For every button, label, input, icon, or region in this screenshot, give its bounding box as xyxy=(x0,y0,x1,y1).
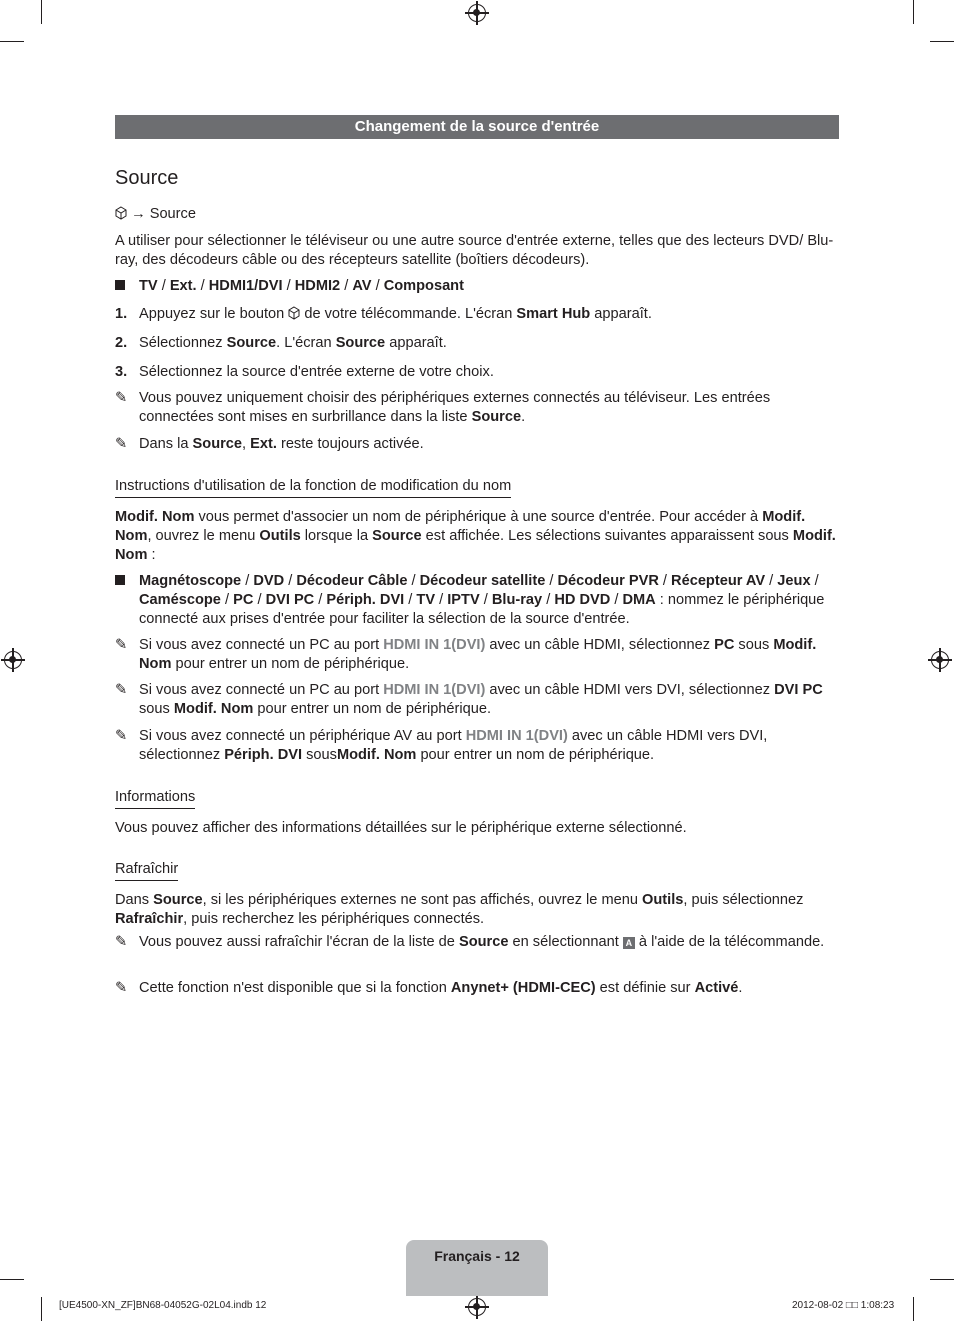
note-icon: ✎ xyxy=(115,637,128,653)
text-run: / xyxy=(435,592,448,608)
text-run: Si vous avez connecté un périphérique AV au port xyxy=(139,728,466,744)
step-number: 1. xyxy=(115,306,128,322)
text-run: / xyxy=(610,592,623,608)
menu-path-text: → Source xyxy=(131,206,196,222)
bold-term: Anynet+ (HDMI-CEC) xyxy=(450,980,596,996)
bold-term: Modif. Nom xyxy=(336,747,417,763)
crop-mark xyxy=(913,0,914,24)
bold-term: Modif. Nom xyxy=(115,528,836,563)
smart-hub-button-icon xyxy=(288,306,300,320)
note-icon: ✎ xyxy=(115,682,128,698)
text-run: / xyxy=(284,573,297,589)
text-run: Si vous avez connecté un PC au port xyxy=(139,682,384,698)
text-run: / xyxy=(810,573,819,589)
bold-term: Caméscope xyxy=(139,592,221,608)
text-run: pour entrer un nom de périphérique. xyxy=(171,656,410,672)
text-run: avec un câble HDMI vers DVI, sélectionnez xyxy=(485,682,775,698)
page-number-tab xyxy=(406,1240,548,1296)
note-icon: ✎ xyxy=(115,436,128,452)
text-run: / xyxy=(545,573,558,589)
bold-term: DVD xyxy=(253,573,285,589)
text-run: est affichée. Les sélections suivantes apparaissent sous xyxy=(421,528,793,544)
text-run: . xyxy=(738,980,743,996)
text-run: Vous pouvez uniquement choisir des périphériques externes connectés au téléviseur. Les entrées connectées sont mises en surbrillance dans la liste xyxy=(139,390,771,425)
text-run: Si vous avez connecté un PC au port xyxy=(139,637,384,653)
note-text xyxy=(139,681,839,719)
bold-term: PC xyxy=(233,592,254,608)
note-text xyxy=(139,727,839,765)
bold-term: Périph. DVI xyxy=(224,747,303,763)
bold-term: Source xyxy=(458,934,509,950)
red-a-button-icon: A xyxy=(623,937,635,949)
bold-term: Récepteur AV xyxy=(671,573,766,589)
bold-term: Décodeur Câble xyxy=(296,573,408,589)
text-run: sous xyxy=(139,701,174,717)
bold-term: Modif. Nom xyxy=(115,509,806,544)
bold-term: Ext. xyxy=(250,436,277,452)
text-run: : xyxy=(147,547,156,563)
text-run: Sélectionnez xyxy=(139,335,227,351)
registration-mark-icon xyxy=(468,4,486,22)
bold-term: Outils xyxy=(259,528,301,544)
text-run: / xyxy=(157,278,170,294)
note-text xyxy=(139,979,839,998)
text-run: : nommez le périphérique connecté aux prises d'entrée pour faciliter la sélection de la source d'entrée. xyxy=(139,592,825,627)
print-timestamp: 2012-08-02 □□ 1:08:23 xyxy=(792,1300,895,1311)
menu-path xyxy=(115,205,839,224)
text-run: , xyxy=(242,436,251,452)
registration-mark-icon xyxy=(4,651,22,669)
info-heading: Informations xyxy=(115,788,195,809)
registration-mark-icon xyxy=(931,651,949,669)
text-run: sous xyxy=(302,747,337,763)
crop-mark xyxy=(913,1297,914,1321)
bold-term: PC xyxy=(714,637,735,653)
text-run: / xyxy=(314,592,327,608)
bold-term: Source xyxy=(335,335,386,351)
text-run: / xyxy=(404,592,417,608)
step-text xyxy=(139,334,839,353)
bold-term: HDMI IN 1(DVI) xyxy=(383,682,486,698)
step-number: 2. xyxy=(115,335,128,351)
text-run: en sélectionnant xyxy=(508,934,623,950)
bold-term: Rafraîchir xyxy=(115,911,184,927)
bold-term: HDMI IN 1(DVI) xyxy=(383,637,486,653)
text-run: , ouvrez le menu xyxy=(147,528,260,544)
text-run: . L'écran xyxy=(276,335,336,351)
crop-mark xyxy=(0,41,24,42)
text-run: / xyxy=(196,278,209,294)
note-text xyxy=(139,389,839,427)
text-run: apparaît. xyxy=(590,306,652,322)
sources-list xyxy=(139,277,839,296)
text-run: reste toujours activée. xyxy=(276,436,424,452)
step-text xyxy=(139,305,839,324)
file-slug: [UE4500-XN_ZF]BN68-04052G-02L04.indb 12 xyxy=(59,1300,267,1311)
bold-term: Blu-ray xyxy=(491,592,543,608)
bold-term: Activé xyxy=(694,980,739,996)
bold-term: DMA xyxy=(622,592,656,608)
bold-term: HDMI1/DVI xyxy=(208,278,283,294)
info-text: Vous pouvez afficher des informations détaillées sur le périphérique externe sélectionné. xyxy=(115,820,687,836)
bold-term: Source xyxy=(192,436,243,452)
bold-term: DVI PC xyxy=(265,592,315,608)
menu-cube-icon xyxy=(115,206,127,220)
text-run: est définie sur xyxy=(595,980,695,996)
refresh-text xyxy=(115,891,839,929)
note-icon: ✎ xyxy=(115,980,128,996)
bold-term: AV xyxy=(352,278,372,294)
bold-term: Décodeur satellite xyxy=(419,573,546,589)
bold-term: HDMI IN 1(DVI) xyxy=(465,728,568,744)
text-run: Appuyez sur le bouton xyxy=(139,306,289,322)
bold-term: Source xyxy=(471,409,522,425)
note-icon: ✎ xyxy=(115,934,128,950)
text-run: , puis recherchez les périphériques connectés. xyxy=(183,911,485,927)
note-icon: ✎ xyxy=(115,728,128,744)
crop-mark xyxy=(930,1279,954,1280)
bold-term: Modif. Nom xyxy=(173,701,254,717)
text-run: à l'aide de la télécommande. xyxy=(634,934,825,950)
bold-term: Magnétoscope xyxy=(139,573,242,589)
text-run: / xyxy=(282,278,295,294)
note-icon: ✎ xyxy=(115,390,128,406)
bullet-icon xyxy=(115,277,135,296)
bold-term: Jeux xyxy=(777,573,811,589)
text-run: / xyxy=(253,592,266,608)
page-title: Source xyxy=(115,167,179,189)
bold-term: Outils xyxy=(642,892,684,908)
bold-term: Source xyxy=(372,528,422,544)
note-text xyxy=(139,435,839,454)
bold-term: Modif. Nom xyxy=(139,637,817,672)
text-run: , puis sélectionnez xyxy=(683,892,804,908)
crop-mark xyxy=(930,41,954,42)
text-run: avec un câble HDMI, sélectionnez xyxy=(485,637,715,653)
text-run: / xyxy=(241,573,254,589)
note-text xyxy=(139,933,839,952)
bold-term: TV xyxy=(416,592,436,608)
crop-mark xyxy=(41,1297,42,1321)
text-run: Dans xyxy=(115,892,154,908)
text-run: / xyxy=(542,592,555,608)
device-list xyxy=(139,572,839,629)
bold-term: Périph. DVI xyxy=(326,592,405,608)
bold-term: Source xyxy=(226,335,277,351)
bold-term: IPTV xyxy=(447,592,480,608)
text-run: / xyxy=(340,278,353,294)
bold-term: HDMI2 xyxy=(294,278,341,294)
text-run: apparaît. xyxy=(385,335,447,351)
bold-term: Smart Hub xyxy=(516,306,591,322)
refresh-heading: Rafraîchir xyxy=(115,860,178,881)
text-run: de votre télécommande. L'écran xyxy=(300,306,517,322)
section-header-bar: Changement de la source d'entrée xyxy=(115,115,839,139)
bold-term: Composant xyxy=(383,278,464,294)
text-run: pour entrer un nom de périphérique. xyxy=(253,701,492,717)
crop-mark xyxy=(0,1279,24,1280)
page-number: Français - 12 xyxy=(434,1248,520,1264)
text-run: lorsque la xyxy=(300,528,373,544)
bold-term: Décodeur PVR xyxy=(557,573,659,589)
bullet-icon xyxy=(115,572,135,591)
text-run: Vous pouvez aussi rafraîchir l'écran de la liste de xyxy=(139,934,459,950)
step-number: 3. xyxy=(115,364,128,380)
text-run: / xyxy=(220,592,234,608)
text-run: vous permet d'associer un nom de périphérique à une source d'entrée. Pour accéder à xyxy=(194,509,763,525)
intro-paragraph: A utiliser pour sélectionner le téléviseur ou une autre source d'entrée externe, telles que des lecteurs DVD/ Blu-ray, des décodeurs câble ou des récepteurs satellite (boîtiers décodeurs). xyxy=(115,233,834,268)
bold-term: Source xyxy=(153,892,203,908)
text-run: / xyxy=(371,278,384,294)
bold-term: Ext. xyxy=(169,278,197,294)
bold-term: Modif. Nom xyxy=(115,509,195,525)
registration-mark-icon xyxy=(468,1298,486,1316)
text-run: Cette fonction n'est disponible que si la fonction xyxy=(139,980,451,996)
text-run: / xyxy=(765,573,778,589)
text-run: Sélectionnez la source d'entrée externe de votre choix. xyxy=(139,364,494,380)
text-run: . xyxy=(521,409,526,425)
text-run: sous xyxy=(734,637,774,653)
bold-term: DVI PC xyxy=(774,682,823,698)
bold-term: HD DVD xyxy=(554,592,611,608)
crop-mark xyxy=(41,0,42,24)
text-run: , si les périphériques externes ne sont pas affichés, ouvrez le menu xyxy=(202,892,643,908)
bold-term: TV xyxy=(139,278,158,294)
text-run: avec un câble HDMI vers DVI, sélectionnez xyxy=(139,728,768,763)
rename-intro xyxy=(115,508,839,565)
text-run: Dans la xyxy=(139,436,193,452)
note-text xyxy=(139,636,839,674)
text-run: / xyxy=(407,573,420,589)
step-text xyxy=(139,363,839,382)
text-run: / xyxy=(658,573,672,589)
rename-heading: Instructions d'utilisation de la fonction de modification du nom xyxy=(115,477,511,498)
text-run: pour entrer un nom de périphérique. xyxy=(416,747,655,763)
text-run: / xyxy=(479,592,492,608)
